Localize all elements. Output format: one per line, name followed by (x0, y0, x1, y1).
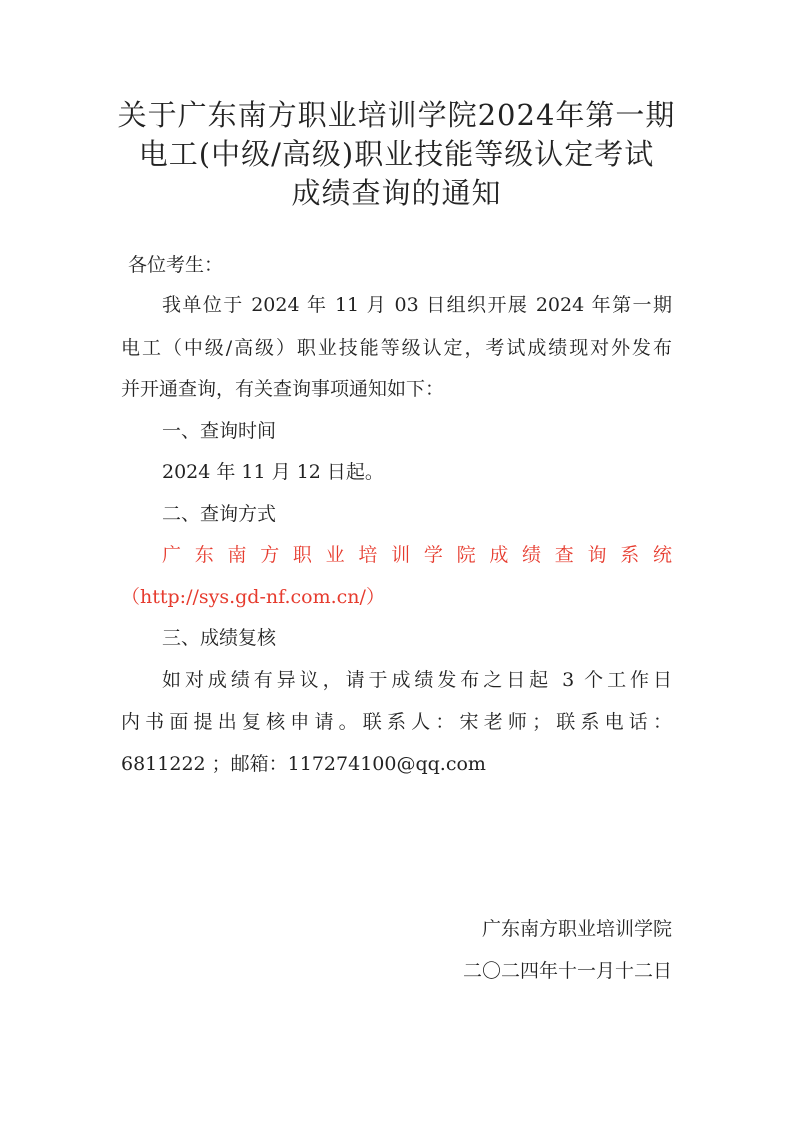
section-heading-time: 一、查询时间 (162, 420, 277, 442)
intro-line-2: 电工（中级/高级）职业技能等级认定，考试成绩现对外发布 (121, 337, 672, 359)
query-system-link[interactable]: 广东南方职业培训学院成绩查询系统 (162, 544, 672, 566)
title-line-2: 电工(中级/高级)职业技能等级认定考试 (138, 137, 655, 171)
greeting: 各位考生： (128, 254, 224, 276)
title-line-3: 成绩查询的通知 (291, 176, 502, 210)
query-start-date: 2024 年 11 月 12 日起。 (162, 461, 384, 483)
review-line-1: 如对成绩有异议，请于成绩发布之日起 3 个工作日 (162, 669, 672, 691)
review-line-2: 内书面提出复核申请。联系人：宋老师；联系电话： (121, 711, 672, 733)
title-line-1: 关于广东南方职业培训学院2024年第一期 (117, 98, 676, 132)
query-system-url[interactable]: （http://sys.gd-nf.com.cn/） (121, 586, 385, 608)
intro-line-3: 并开通查询，有关查询事项通知如下： (121, 378, 445, 400)
section-heading-method: 二、查询方式 (162, 503, 277, 525)
review-contact-line: 6811222 ；邮箱：117274100@qq.com (121, 753, 486, 775)
intro-line-1: 我单位于 2024 年 11 月 03 日组织开展 2024 年第一期 (162, 294, 672, 316)
signature-organization: 广东南方职业培训学院 (481, 918, 672, 940)
section-heading-review: 三、成绩复核 (162, 627, 277, 649)
signature-date: 二〇二四年十一月十二日 (462, 960, 672, 982)
